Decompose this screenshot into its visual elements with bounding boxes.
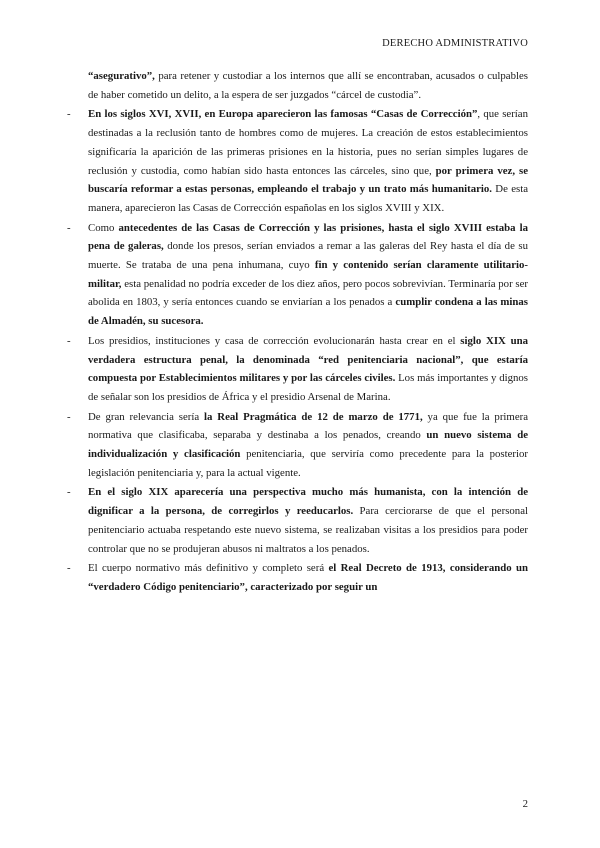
- bold-text-run: En los siglos XVI, XVII, en Europa aparecieron las famosas “Casas de Corrección”: [88, 108, 478, 121]
- bold-text-run: siglo XIX una verdadera estructura penal, la denominada “red penitenciaria nacional”, que estaría compuesta por Establecimientos militares y por las cárceles civiles.: [88, 334, 528, 385]
- bullet-paragraph: [88, 332, 528, 407]
- bold-text-run: cumplir condena a las minas de Almadén, su sucesora.: [88, 296, 528, 328]
- text-run: donde los presos, serían enviados a remar a las galeras del Rey hasta el día de su muerte. Se trataba de una pena inhumana, cuyo: [88, 240, 528, 272]
- bold-text-run: fin y contenido serían claramente utilitario-militar,: [88, 259, 528, 290]
- page-header: DERECHO ADMINISTRATIVO: [382, 38, 528, 49]
- bullet-paragraph: [88, 559, 528, 596]
- bold-text-run: antecedentes de las Casas de Corrección y las prisiones, hasta el siglo XVIII estaba la pena de galeras,: [88, 221, 528, 253]
- text-run: De gran relevancia sería: [88, 410, 205, 423]
- bullet-paragraph: [88, 408, 528, 483]
- document-body: [88, 67, 528, 597]
- bold-text-run: la Real Pragmática de 12 de marzo de 1771,: [204, 410, 423, 423]
- bold-text-run: “asegurativo”,: [88, 70, 155, 82]
- bullet-paragraph: [88, 105, 528, 217]
- text-run: Los presidios, instituciones y casa de corrección evolucionarán hasta crear en el: [88, 334, 461, 347]
- text-run: De esta manera, aparecieron las Casas de Corrección españolas en los siglos XVIII y XIX.: [88, 183, 528, 214]
- text-run: ya que fue la primera normativa que clasificaba, separaba y destinaba a los penados, creando: [88, 410, 528, 442]
- bullet-paragraph: [88, 219, 528, 331]
- bold-text-run: por primera vez, se buscaría reformar a estas personas, empleando el trabajo y un trato más humanitario.: [88, 164, 528, 196]
- paragraph: [88, 67, 528, 104]
- bold-text-run: el Real Decreto de 1913, considerando un “verdadero Código penitenciario”, caracterizado por seguir un: [88, 562, 528, 593]
- text-run: , que serían destinadas a la reclusión tanto de hombres como de mujeres. La creación de estos establecimientos significaría la aparición de las primeras prisiones en la historia, pues no serían simples lugares de reclusión y custodia, como habían sido hasta entonces las cárceles, sino que,: [88, 108, 529, 177]
- page-number: 2: [522, 798, 528, 810]
- text-run: Como: [88, 221, 119, 234]
- text-run: El cuerpo normativo más definitivo y completo será: [88, 562, 329, 575]
- text-run: penitenciaria, que serviría como precedente para la posterior legislación penitenciaria y, para la actual vigente.: [88, 448, 529, 479]
- bold-text-run: En el siglo XIX aparecería una perspectiva mucho más humanista, con la intención de dignificar a la persona, de corregirlos y reeducarlos.: [88, 486, 528, 518]
- text-run: Para cerciorarse de que el personal penitenciario actuaba respetando este nuevo sistema, se realizaban visitas a los presidios para poder controlar que no se produjeran abusos ni maltratos a los penados.: [88, 505, 528, 555]
- bold-text-run: un nuevo sistema de individualización y clasificación: [88, 429, 528, 461]
- text-run: esta penalidad no podría exceder de los diez años, pero pocos sobrevivían. Terminaría por ser abolida en 1803, y sería entonces cuando se enviarían a los penados a: [88, 277, 528, 309]
- text-run: Los más importantes y dignos de señalar son los presidios de África y el presidio Arsenal de Marina.: [88, 372, 528, 403]
- bullet-paragraph: [88, 483, 528, 558]
- text-run: para retener y custodiar a los internos que allí se encontraban, acusados o culpables de haber cometido un delito, a la espera de ser juzgados “cárcel de custodia”.: [88, 70, 528, 101]
